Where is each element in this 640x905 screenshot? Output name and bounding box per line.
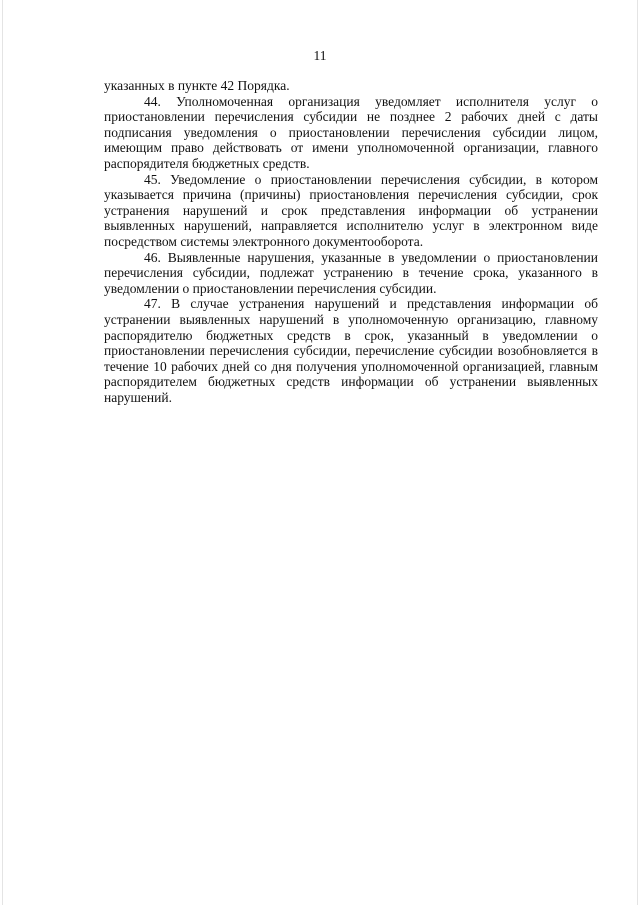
scan-edge-left [2, 0, 3, 905]
document-body [104, 78, 598, 405]
scan-edge-right [637, 0, 638, 905]
paragraph-46: 46. Выявленные нарушения, указанные в уведомлении о приостановлении перечисления субсидии, подлежат устранению в течение срока, указанного в уведомлении о приостановлении перечисления субсидии. [104, 249, 598, 296]
paragraph-43-continuation: указанных в пункте 42 Порядка. [104, 78, 290, 93]
page-number: 11 [313, 48, 327, 63]
paragraph-47: 47. В случае устранения нарушений и представления информации об устранении выявленных нарушений в уполномоченную организацию, главному распорядителю бюджетных средств в срок, указанный в уведомлении о приостановлении перечисления субсидии, перечисление субсидии возобновляется в течение 10 рабочих дней со дня получения уполномоченной организацией, главным распорядителем бюджетных средств информации об устранении выявленных нарушений. [104, 296, 598, 405]
paragraph-45: 45. Уведомление о приостановлении перечисления субсидии, в котором указывается причина (причины) приостановления перечисления субсидии, срок устранения нарушений и срок представления информации об устранении выявленных нарушений, направляется исполнителю услуг в электронном виде посредством системы электронного документооборота. [104, 171, 598, 249]
paragraph-44: 44. Уполномоченная организация уведомляет исполнителя услуг о приостановлении перечисления субсидии не позднее 2 рабочих дней с даты подписания уведомления о приостановлении перечисления субсидии лицом, имеющим право действовать от имени уполномоченной организации, главного распорядителя бюджетных средств. [104, 93, 598, 171]
